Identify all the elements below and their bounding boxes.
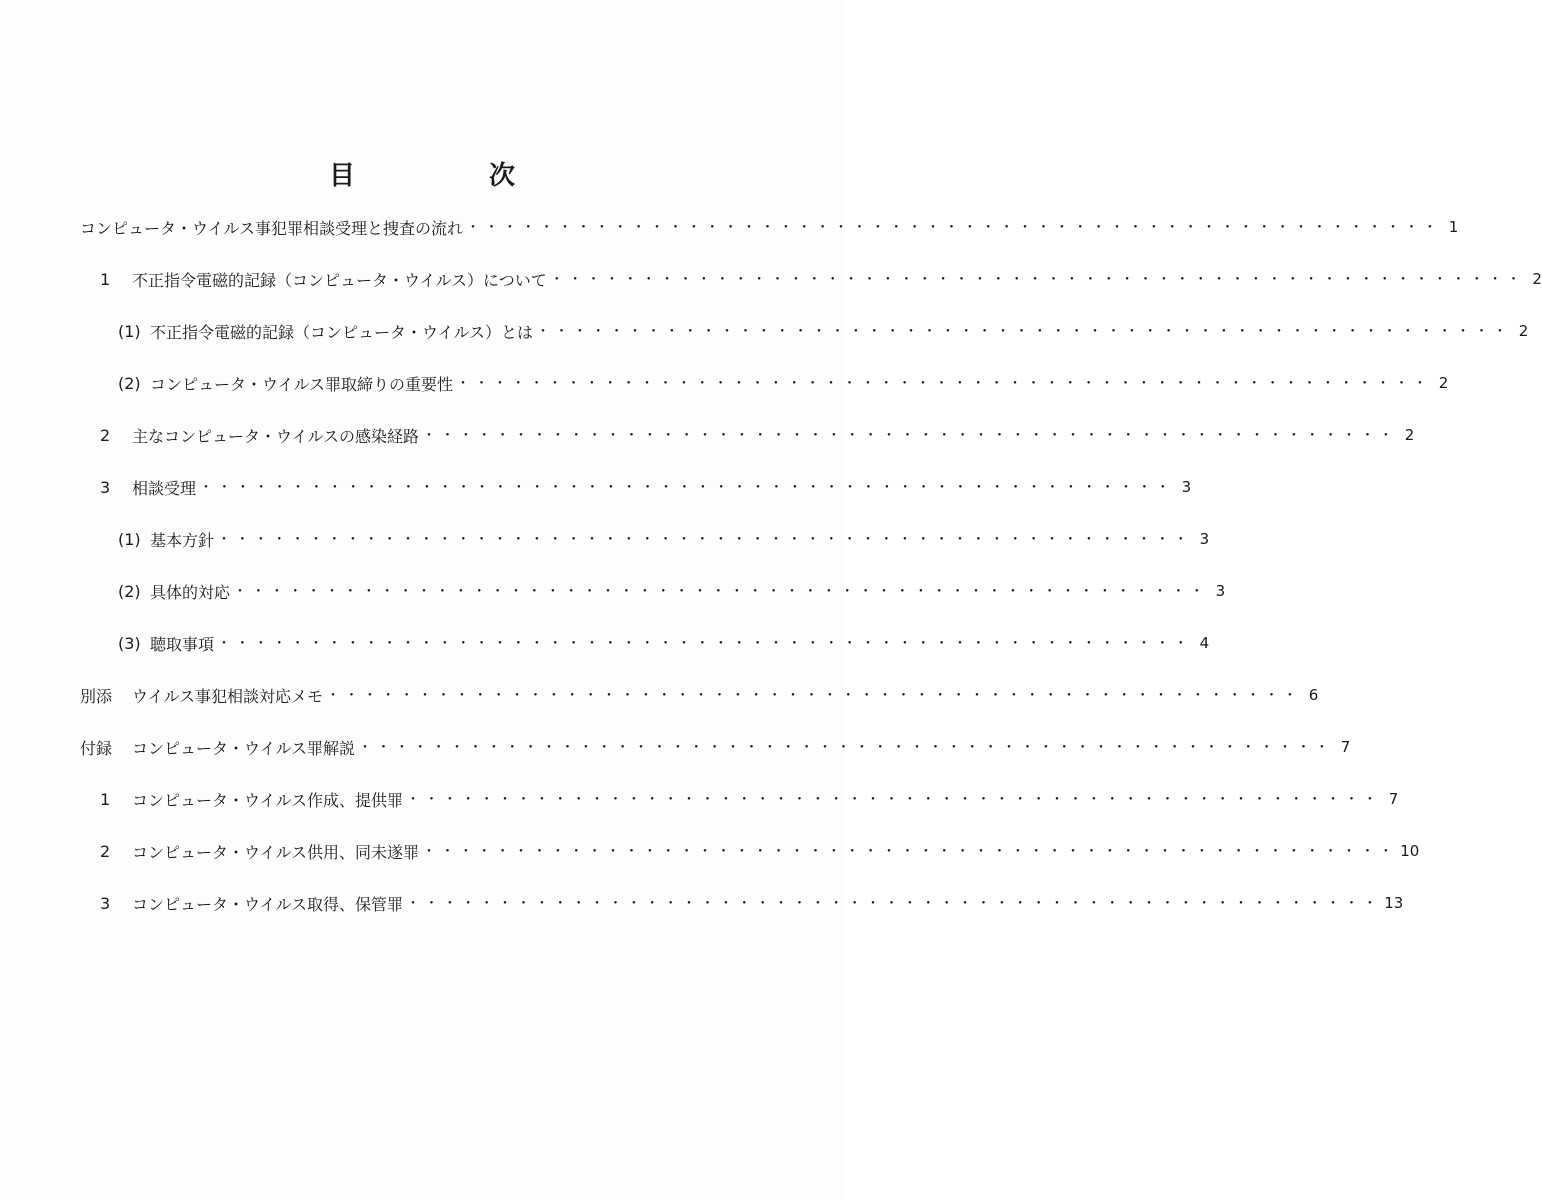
page-title: 目 次 <box>328 161 569 191</box>
toc-entry <box>100 784 1399 814</box>
toc-leader-dots: ・・・・・・・・・・・・・・・・・・・・・・・・・・・・・・・・・・・・・・・・・・・・・・・・・・・・・ <box>217 636 1193 652</box>
toc-entry <box>118 524 1210 554</box>
toc-entry-number: 1 <box>100 789 111 809</box>
toc-entry <box>118 368 1449 398</box>
toc-entry-number: 3 <box>100 477 111 497</box>
toc-entry-label: コンピュータ・ウイルス事犯罪相談受理と捜査の流れ <box>80 218 464 238</box>
toc-leader-dots: ・・・・・・・・・・・・・・・・・・・・・・・・・・・・・・・・・・・・・・・・・・・・・・・・・・・・・ <box>358 740 1334 756</box>
toc-entry-label: 聴取事項 <box>150 634 215 654</box>
toc-entry-page: 3 <box>1199 530 1210 548</box>
toc-leader-dots: ・・・・・・・・・・・・・・・・・・・・・・・・・・・・・・・・・・・・・・・・・・・・・・・・・・・・・ <box>549 272 1525 288</box>
toc-entry-page: 3 <box>1215 582 1226 600</box>
toc-entry-page: 2 <box>1518 322 1529 340</box>
toc-entry-label: 不正指令電磁的記録（コンピュータ・ウイルス）について <box>132 270 547 290</box>
toc-entry-label: ウイルス事犯相談対応メモ <box>132 686 324 706</box>
toc-entry <box>100 420 1415 450</box>
toc-entry-number: (1) <box>118 321 141 341</box>
toc-leader-dots: ・・・・・・・・・・・・・・・・・・・・・・・・・・・・・・・・・・・・・・・・・・・・・・・・・・・・・ <box>199 480 1175 496</box>
toc-entry-label: 主なコンピュータ・ウイルスの感染経路 <box>132 426 420 446</box>
toc-entry-number: 2 <box>100 841 111 861</box>
toc-entry <box>100 264 1542 294</box>
toc-entry-page: 2 <box>1404 426 1415 444</box>
toc-entry-page: 6 <box>1308 686 1319 704</box>
toc-entry-page: 4 <box>1199 634 1210 652</box>
toc-entry-page: 7 <box>1388 790 1399 808</box>
toc-entry <box>118 576 1226 606</box>
toc-leader-dots: ・・・・・・・・・・・・・・・・・・・・・・・・・・・・・・・・・・・・・・・・・・・・・・・・・・・・・ <box>422 844 1398 860</box>
toc-entry <box>118 628 1210 658</box>
toc-entry-number: 付録 <box>80 738 113 758</box>
toc-entry-number: 1 <box>100 269 111 289</box>
toc-entry <box>100 472 1192 502</box>
toc-entry-number: 別添 <box>80 686 113 706</box>
toc-entry <box>80 212 1459 242</box>
toc-entry-number: (3) <box>118 633 141 653</box>
toc-entry-page: 7 <box>1340 738 1351 756</box>
toc-entry <box>118 316 1529 346</box>
toc-leader-dots: ・・・・・・・・・・・・・・・・・・・・・・・・・・・・・・・・・・・・・・・・・・・・・・・・・・・・・ <box>456 376 1432 392</box>
toc-entry-page: 13 <box>1384 894 1404 912</box>
toc-entry-number: 2 <box>100 425 111 445</box>
toc-entry-number: (2) <box>118 581 141 601</box>
toc-entry <box>100 836 1420 866</box>
toc-entry <box>80 732 1351 762</box>
toc-entry-page: 1 <box>1448 218 1459 236</box>
toc-entry-page: 10 <box>1400 842 1420 860</box>
toc-entry-label: コンピュータ・ウイルス作成、提供罪 <box>132 790 404 810</box>
toc-entry <box>100 888 1404 918</box>
toc-entry-number: (2) <box>118 373 141 393</box>
toc-leader-dots: ・・・・・・・・・・・・・・・・・・・・・・・・・・・・・・・・・・・・・・・・・・・・・・・・・・・・・ <box>466 220 1442 236</box>
toc-leader-dots: ・・・・・・・・・・・・・・・・・・・・・・・・・・・・・・・・・・・・・・・・・・・・・・・・・・・・・ <box>233 584 1209 600</box>
toc-leader-dots: ・・・・・・・・・・・・・・・・・・・・・・・・・・・・・・・・・・・・・・・・・・・・・・・・・・・・・ <box>406 792 1382 808</box>
toc-entry-label: 具体的対応 <box>150 582 231 602</box>
toc-entry-page: 3 <box>1181 478 1192 496</box>
toc-entry <box>80 680 1319 710</box>
toc-entry-number: (1) <box>118 529 141 549</box>
toc-entry-label: コンピュータ・ウイルス罪解説 <box>132 738 356 758</box>
toc-leader-dots: ・・・・・・・・・・・・・・・・・・・・・・・・・・・・・・・・・・・・・・・・・・・・・・・・・・・・・ <box>536 324 1512 340</box>
toc-leader-dots: ・・・・・・・・・・・・・・・・・・・・・・・・・・・・・・・・・・・・・・・・・・・・・・・・・・・・・ <box>217 532 1193 548</box>
toc-entry-page: 2 <box>1532 270 1542 288</box>
toc-entry-number: 3 <box>100 893 111 913</box>
toc-leader-dots: ・・・・・・・・・・・・・・・・・・・・・・・・・・・・・・・・・・・・・・・・・・・・・・・・・・・・・ <box>422 428 1398 444</box>
toc-entry-label: コンピュータ・ウイルス罪取締りの重要性 <box>150 374 454 394</box>
toc-entry-page: 2 <box>1438 374 1449 392</box>
toc-entry-label: 相談受理 <box>132 478 197 498</box>
toc-entry-label: 基本方針 <box>150 530 215 550</box>
toc-leader-dots: ・・・・・・・・・・・・・・・・・・・・・・・・・・・・・・・・・・・・・・・・・・・・・・・・・・・・・ <box>326 688 1302 704</box>
toc-entry-label: コンピュータ・ウイルス取得、保管罪 <box>132 894 404 914</box>
toc-entry-label: 不正指令電磁的記録（コンピュータ・ウイルス）とは <box>150 322 534 342</box>
toc-entry-label: コンピュータ・ウイルス供用、同未遂罪 <box>132 842 420 862</box>
toc-leader-dots: ・・・・・・・・・・・・・・・・・・・・・・・・・・・・・・・・・・・・・・・・・・・・・・・・・・・・・ <box>406 896 1382 912</box>
